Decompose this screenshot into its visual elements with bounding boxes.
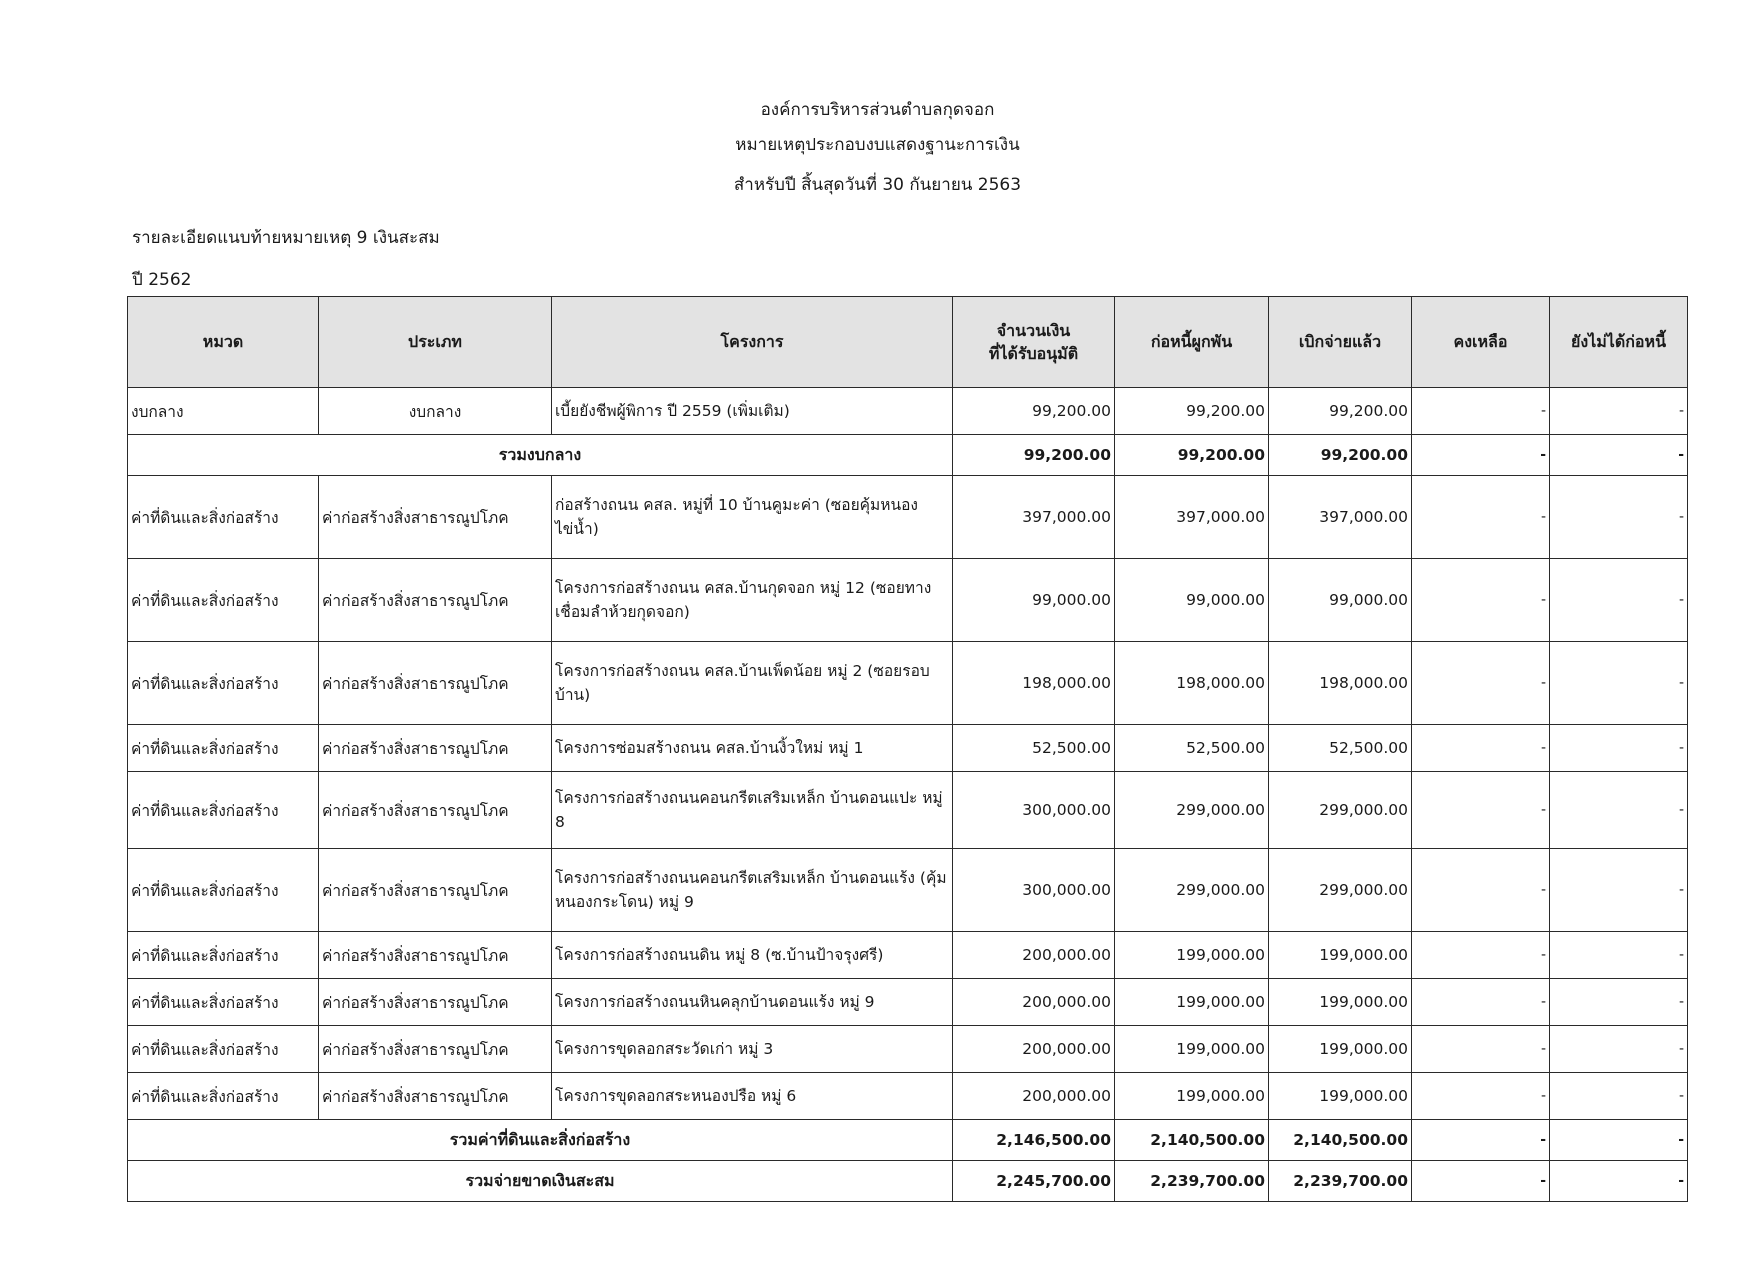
subtotal-central-label: รวมงบกลาง <box>128 435 953 476</box>
col-header-committed: ก่อหนี้ผูกพัน <box>1115 297 1269 388</box>
year-label: ปี 2562 <box>132 270 192 290</box>
cell-approved: 99,000.00 <box>953 559 1115 642</box>
cell-disbursed: 199,000.00 <box>1269 979 1412 1026</box>
cell-approved: 99,200.00 <box>953 388 1115 435</box>
cell-committed: 52,500.00 <box>1115 725 1269 772</box>
table-row <box>128 642 1688 725</box>
cell-category: ค่าที่ดินและสิ่งก่อสร้าง <box>128 725 319 772</box>
cell-approved: 200,000.00 <box>953 932 1115 979</box>
cell-type: ค่าก่อสร้างสิ่งสาธารณูปโภค <box>319 932 552 979</box>
cell-committed: 199,000.00 <box>1115 1026 1269 1073</box>
subtitle: รายละเอียดแนบท้ายหมายเหตุ 9 เงินสะสม <box>132 228 440 248</box>
cell-uncommitted: - <box>1550 725 1688 772</box>
grand-total-label: รวมจ่ายขาดเงินสะสม <box>128 1161 953 1202</box>
cell-uncommitted: - <box>1550 772 1688 849</box>
cell-remaining: - <box>1412 559 1550 642</box>
table-row <box>128 772 1688 849</box>
cell-type: ค่าก่อสร้างสิ่งสาธารณูปโภค <box>319 849 552 932</box>
subtotal-land-approved: 2,146,500.00 <box>953 1120 1115 1161</box>
col-header-remaining: คงเหลือ <box>1412 297 1550 388</box>
table-row <box>128 979 1688 1026</box>
cell-committed: 299,000.00 <box>1115 772 1269 849</box>
cell-remaining: - <box>1412 979 1550 1026</box>
col-header-category: หมวด <box>128 297 319 388</box>
col-header-approved-line2: ที่ได้รับอนุมัติ <box>988 344 1079 363</box>
grand-total-row <box>128 1161 1688 1202</box>
subtotal-land-label: รวมค่าที่ดินและสิ่งก่อสร้าง <box>128 1120 953 1161</box>
table-row <box>128 559 1688 642</box>
cell-uncommitted: - <box>1550 1026 1688 1073</box>
grand-total-disbursed: 2,239,700.00 <box>1269 1161 1412 1202</box>
cell-project: โครงการก่อสร้างถนนหินคลุกบ้านดอนแร้ง หมู่ 9 <box>552 979 953 1026</box>
cell-type: งบกลาง <box>319 388 552 435</box>
subtotal-central-row <box>128 435 1688 476</box>
cell-category: ค่าที่ดินและสิ่งก่อสร้าง <box>128 476 319 559</box>
cell-disbursed: 99,000.00 <box>1269 559 1412 642</box>
cell-category: ค่าที่ดินและสิ่งก่อสร้าง <box>128 979 319 1026</box>
cell-uncommitted: - <box>1550 979 1688 1026</box>
table-header-row <box>128 297 1688 388</box>
cell-uncommitted: - <box>1550 476 1688 559</box>
cell-remaining: - <box>1412 772 1550 849</box>
col-header-uncommitted: ยังไม่ได้ก่อหนี้ <box>1550 297 1688 388</box>
cell-category: ค่าที่ดินและสิ่งก่อสร้าง <box>128 559 319 642</box>
cell-category: ค่าที่ดินและสิ่งก่อสร้าง <box>128 849 319 932</box>
cell-disbursed: 198,000.00 <box>1269 642 1412 725</box>
cell-approved: 397,000.00 <box>953 476 1115 559</box>
cell-project: โครงการขุดลอกสระหนองปรือ หมู่ 6 <box>552 1073 953 1120</box>
cell-uncommitted: - <box>1550 1073 1688 1120</box>
cell-remaining: - <box>1412 476 1550 559</box>
org-name: องค์การบริหารส่วนตำบลกุดจอก <box>760 100 995 120</box>
table-row <box>128 932 1688 979</box>
cell-remaining: - <box>1412 388 1550 435</box>
table-row <box>128 1026 1688 1073</box>
cell-project: โครงการก่อสร้างถนน คสล.บ้านกุดจอก หมู่ 12 (ซอยทางเชื่อมลำห้วยกุดจอก) <box>552 559 953 642</box>
cell-disbursed: 199,000.00 <box>1269 932 1412 979</box>
cell-remaining: - <box>1412 642 1550 725</box>
cell-uncommitted: - <box>1550 559 1688 642</box>
cell-project: โครงการก่อสร้างถนน คสล.บ้านเพ็ดน้อย หมู่ 2 (ซอยรอบบ้าน) <box>552 642 953 725</box>
cell-committed: 99,200.00 <box>1115 388 1269 435</box>
subtotal-land-remaining: - <box>1412 1120 1550 1161</box>
grand-total-remaining: - <box>1412 1161 1550 1202</box>
cell-project: โครงการซ่อมสร้างถนน คสล.บ้านงิ้วใหม่ หมู่ 1 <box>552 725 953 772</box>
cell-project: โครงการขุดลอกสระวัดเก่า หมู่ 3 <box>552 1026 953 1073</box>
cell-category: ค่าที่ดินและสิ่งก่อสร้าง <box>128 1073 319 1120</box>
cell-disbursed: 299,000.00 <box>1269 849 1412 932</box>
cell-approved: 200,000.00 <box>953 1026 1115 1073</box>
cell-uncommitted: - <box>1550 849 1688 932</box>
subtotal-central-remaining: - <box>1412 435 1550 476</box>
grand-total-uncommitted: - <box>1550 1161 1688 1202</box>
cell-approved: 198,000.00 <box>953 642 1115 725</box>
cell-project: ก่อสร้างถนน คสล. หมู่ที่ 10 บ้านคูมะค่า (ซอยคุ้มหนองไข่น้ำ) <box>552 476 953 559</box>
cell-project: โครงการก่อสร้างถนนคอนกรีตเสริมเหล็ก บ้านดอนแร้ง (คุ้มหนองกระโดน) หมู่ 9 <box>552 849 953 932</box>
cell-uncommitted: - <box>1550 388 1688 435</box>
subtotal-central-uncommitted: - <box>1550 435 1688 476</box>
cell-category: งบกลาง <box>128 388 319 435</box>
cell-remaining: - <box>1412 1026 1550 1073</box>
cell-committed: 198,000.00 <box>1115 642 1269 725</box>
cell-disbursed: 299,000.00 <box>1269 772 1412 849</box>
col-header-project: โครงการ <box>552 297 953 388</box>
cell-remaining: - <box>1412 932 1550 979</box>
cell-committed: 199,000.00 <box>1115 932 1269 979</box>
cell-type: ค่าก่อสร้างสิ่งสาธารณูปโภค <box>319 725 552 772</box>
subtotal-central-disbursed: 99,200.00 <box>1269 435 1412 476</box>
table-row <box>128 476 1688 559</box>
subtotal-land-row <box>128 1120 1688 1161</box>
cell-project: โครงการก่อสร้างถนนคอนกรีตเสริมเหล็ก บ้านดอนแปะ หมู่ 8 <box>552 772 953 849</box>
cell-committed: 199,000.00 <box>1115 1073 1269 1120</box>
cell-category: ค่าที่ดินและสิ่งก่อสร้าง <box>128 1026 319 1073</box>
cell-committed: 397,000.00 <box>1115 476 1269 559</box>
grand-total-approved: 2,245,700.00 <box>953 1161 1115 1202</box>
accumulated-funds-table <box>127 296 1688 1202</box>
cell-category: ค่าที่ดินและสิ่งก่อสร้าง <box>128 642 319 725</box>
cell-disbursed: 52,500.00 <box>1269 725 1412 772</box>
col-header-approved <box>953 297 1115 388</box>
col-header-type: ประเภท <box>319 297 552 388</box>
cell-type: ค่าก่อสร้างสิ่งสาธารณูปโภค <box>319 559 552 642</box>
cell-approved: 52,500.00 <box>953 725 1115 772</box>
cell-disbursed: 397,000.00 <box>1269 476 1412 559</box>
cell-disbursed: 199,000.00 <box>1269 1073 1412 1120</box>
subtotal-land-committed: 2,140,500.00 <box>1115 1120 1269 1161</box>
subtotal-land-disbursed: 2,140,500.00 <box>1269 1120 1412 1161</box>
cell-approved: 300,000.00 <box>953 849 1115 932</box>
col-header-approved-line1: จำนวนเงิน <box>996 320 1071 340</box>
cell-remaining: - <box>1412 1073 1550 1120</box>
cell-approved: 200,000.00 <box>953 979 1115 1026</box>
cell-disbursed: 199,000.00 <box>1269 1026 1412 1073</box>
cell-project: โครงการก่อสร้างถนนดิน หมู่ 8 (ซ.บ้านป้าจรุงศรี) <box>552 932 953 979</box>
table-row <box>128 849 1688 932</box>
table-row <box>128 725 1688 772</box>
cell-approved: 200,000.00 <box>953 1073 1115 1120</box>
cell-approved: 300,000.00 <box>953 772 1115 849</box>
subtotal-central-approved: 99,200.00 <box>953 435 1115 476</box>
cell-type: ค่าก่อสร้างสิ่งสาธารณูปโภค <box>319 1026 552 1073</box>
cell-type: ค่าก่อสร้างสิ่งสาธารณูปโภค <box>319 1073 552 1120</box>
cell-committed: 99,000.00 <box>1115 559 1269 642</box>
subtotal-land-uncommitted: - <box>1550 1120 1688 1161</box>
cell-committed: 199,000.00 <box>1115 979 1269 1026</box>
cell-type: ค่าก่อสร้างสิ่งสาธารณูปโภค <box>319 476 552 559</box>
grand-total-committed: 2,239,700.00 <box>1115 1161 1269 1202</box>
table-row <box>128 1073 1688 1120</box>
cell-remaining: - <box>1412 849 1550 932</box>
cell-type: ค่าก่อสร้างสิ่งสาธารณูปโภค <box>319 642 552 725</box>
col-header-disbursed: เบิกจ่ายแล้ว <box>1269 297 1412 388</box>
cell-type: ค่าก่อสร้างสิ่งสาธารณูปโภค <box>319 979 552 1026</box>
table-row <box>128 388 1688 435</box>
document-title: หมายเหตุประกอบงบแสดงฐานะการเงิน <box>735 135 1020 155</box>
subtotal-central-committed: 99,200.00 <box>1115 435 1269 476</box>
cell-type: ค่าก่อสร้างสิ่งสาธารณูปโภค <box>319 772 552 849</box>
cell-uncommitted: - <box>1550 932 1688 979</box>
cell-remaining: - <box>1412 725 1550 772</box>
cell-disbursed: 99,200.00 <box>1269 388 1412 435</box>
period-text: สำหรับปี สิ้นสุดวันที่ 30 กันยายน 2563 <box>733 175 1022 195</box>
cell-committed: 299,000.00 <box>1115 849 1269 932</box>
cell-project: เบี้ยยังชีพผู้พิการ ปี 2559 (เพิ่มเติม) <box>552 388 953 435</box>
cell-category: ค่าที่ดินและสิ่งก่อสร้าง <box>128 932 319 979</box>
cell-uncommitted: - <box>1550 642 1688 725</box>
cell-category: ค่าที่ดินและสิ่งก่อสร้าง <box>128 772 319 849</box>
